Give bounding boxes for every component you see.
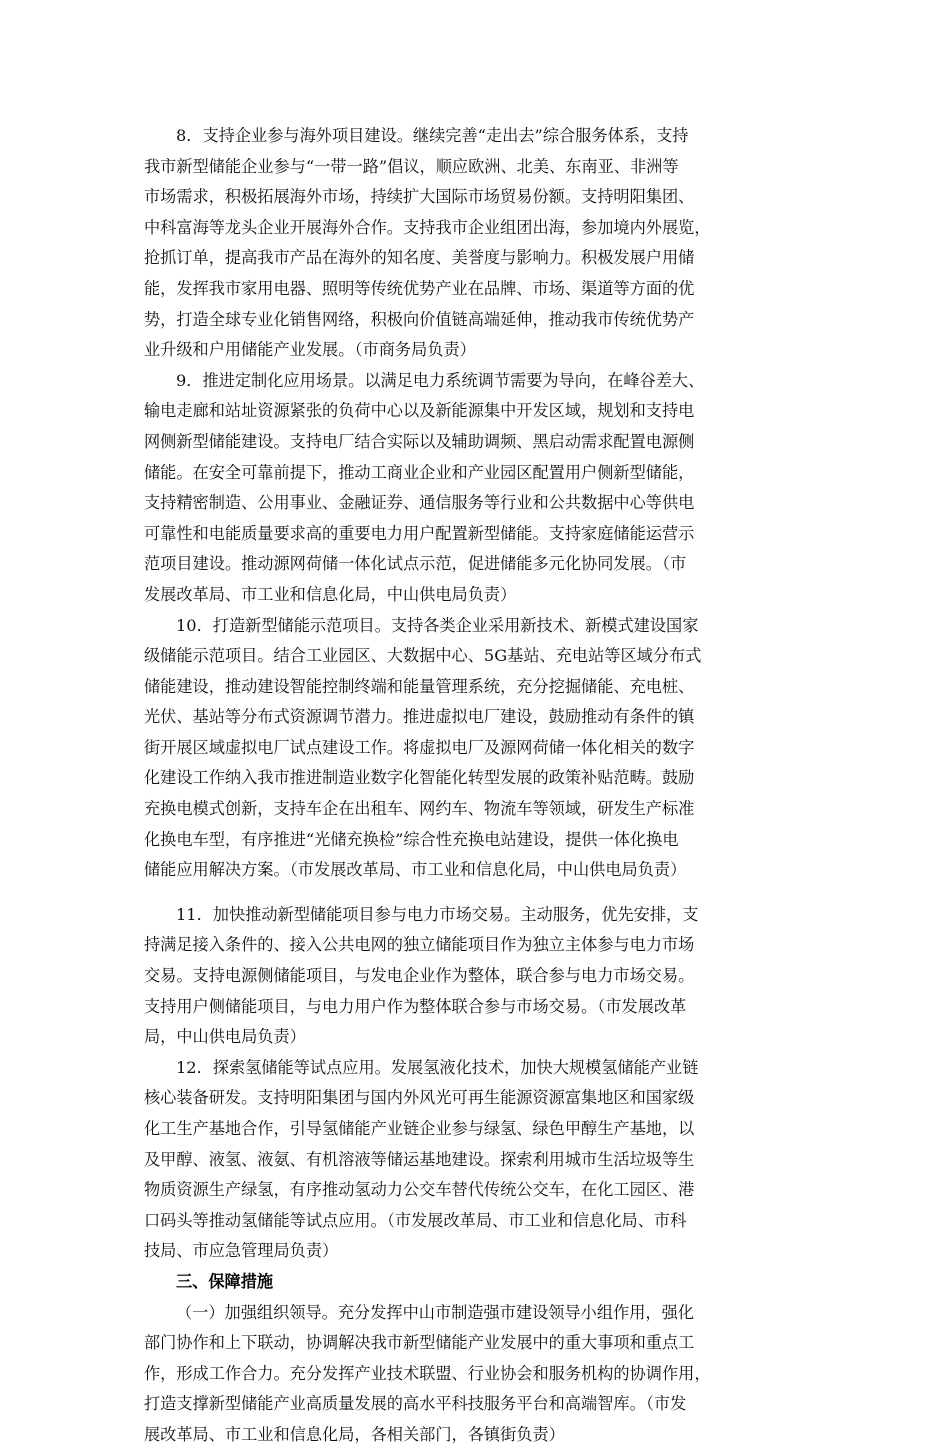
- text-line: 11．加快推动新型储能项目参与电力市场交易。主动服务，优先安排，支: [176, 904, 699, 924]
- text-line: 核心装备研发。支持明阳集团与国内外风光可再生能源资源富集地区和国家级: [144, 1088, 695, 1108]
- paragraph-item-12: [144, 1053, 806, 1267]
- text-line: 化建设工作纳入我市推进制造业数字化智能化转型发展的政策补贴范畴。鼓励: [144, 768, 695, 788]
- paragraph-item-8: [144, 121, 806, 366]
- text-line: 12．探索氢储能等试点应用。发展氢液化技术，加快大规模氢储能产业链: [176, 1057, 699, 1077]
- text-line: 业升级和户用储能产业发展。（市商务局负责）: [144, 340, 476, 360]
- text-line: 作，形成工作合力。充分发挥产业技术联盟、行业协会和服务机构的协调作用，: [144, 1363, 711, 1383]
- text-line: 技局、市应急管理局负责）: [144, 1241, 339, 1261]
- text-line: 储能。在安全可靠前提下，推动工商业企业和产业园区配置用户侧新型储能，: [144, 462, 695, 482]
- text-line: 能，发挥我市家用电器、照明等传统优势产业在品牌、市场、渠道等方面的优: [144, 278, 695, 298]
- paragraph-organization: [144, 1298, 806, 1451]
- paragraph-item-9: [144, 366, 806, 611]
- text-line: 打造支撑新型储能产业高质量发展的高水平科技服务平台和高端智库。（市发: [144, 1394, 687, 1414]
- text-line: 口码头等推动氢储能等试点应用。（市发展改革局、市工业和信息化局、市科: [144, 1210, 687, 1230]
- section-heading: 三、保障措施: [176, 1271, 274, 1291]
- text-line: 持满足接入条件的、接入公共电网的独立储能项目作为独立主体参与电力市场: [144, 935, 695, 955]
- text-line: 可靠性和电能质量要求高的重要电力用户配置新型储能。支持家庭储能运营示: [144, 523, 695, 543]
- text-line: 级储能示范项目。结合工业园区、大数据中心、5G基站、充电站等区域分布式: [144, 646, 702, 666]
- text-line: 9．推进定制化应用场景。以满足电力系统调节需要为导向，在峰谷差大、: [176, 370, 705, 390]
- paragraph-item-11: [144, 900, 806, 1053]
- text-line: （一）加强组织领导。充分发挥中山市制造强市建设领导小组作用，强化: [176, 1302, 694, 1322]
- text-line: 充换电模式创新，支持车企在出租车、网约车、物流车等领域，研发生产标准: [144, 799, 695, 819]
- text-line: 势，打造全球专业化销售网络，积极向价值链高端延伸，推动我市传统优势产: [144, 309, 695, 329]
- text-line: 8．支持企业参与海外项目建设。继续完善“走出去”综合服务体系，支持: [176, 126, 689, 145]
- text-line: 范项目建设。推动源网荷储一体化试点示范，促进储能多元化协同发展。（市: [144, 554, 687, 574]
- text-line: 化工生产基地合作，引导氢储能产业链企业参与绿氢、绿色甲醇生产基地，以: [144, 1119, 695, 1138]
- text-line: 10．打造新型储能示范项目。支持各类企业采用新技术、新模式建设国家: [176, 615, 699, 635]
- paragraph-item-10: [144, 611, 806, 886]
- text-line: 物质资源生产绿氢，有序推动氢动力公交车替代传统公交车，在化工园区、港: [144, 1180, 695, 1200]
- text-line: 光伏、基站等分布式资源调节潜力。推进虚拟电厂建设，鼓励推动有条件的镇: [144, 707, 695, 727]
- text-line: 中科富海等龙头企业开展海外合作。支持我市企业组团出海，参加境内外展览，: [144, 217, 711, 237]
- text-line: 我市新型储能企业参与“一带一路”倡议，顺应欧洲、北美、东南亚、非洲等: [144, 156, 679, 176]
- text-line: 市场需求，积极拓展海外市场，持续扩大国际市场贸易份额。支持明阳集团、: [144, 187, 695, 207]
- text-line: 输电走廊和站址资源紧张的负荷中心以及新能源集中开发区域，规划和支持电: [144, 401, 695, 421]
- text-line: 支持精密制造、公用事业、金融证券、通信服务等行业和公共数据中心等供电: [144, 493, 695, 513]
- text-line: 化换电车型，有序推进“光储充换检”综合性充换电站建设，提供一体化换电: [144, 829, 679, 849]
- text-line: 部门协作和上下联动，协调解决我市新型储能产业发展中的重大事项和重点工: [144, 1333, 695, 1353]
- text-line: 抢抓订单，提高我市产品在海外的知名度、美誉度与影响力。积极发展户用储: [144, 248, 695, 268]
- text-line: 展改革局、市工业和信息化局，各相关部门，各镇街负责）: [144, 1424, 565, 1444]
- text-line: 支持用户侧储能项目，与电力用户作为整体联合参与市场交易。（市发展改革: [144, 996, 687, 1016]
- text-line: 及甲醇、液氢、液氨、有机溶液等储运基地建设。探索利用城市生活垃圾等生: [144, 1149, 695, 1169]
- text-line: 局，中山供电局负责）: [144, 1027, 306, 1047]
- text-line: 街开展区域虚拟电厂试点建设工作。将虚拟电厂及源网荷储一体化相关的数字: [144, 737, 695, 757]
- text-line: 储能应用解决方案。（市发展改革局、市工业和信息化局，中山供电局负责）: [144, 860, 687, 880]
- text-line: 发展改革局、市工业和信息化局，中山供电局负责）: [144, 584, 517, 604]
- text-line: 储能建设，推动建设智能控制终端和能量管理系统，充分挖掘储能、充电桩、: [144, 676, 695, 696]
- text-line: 网侧新型储能建设。支持电厂结合实际以及辅助调频、黑启动需求配置电源侧: [144, 431, 695, 451]
- text-line: 交易。支持电源侧储能项目，与发电企业作为整体，联合参与电力市场交易。: [144, 966, 695, 986]
- document-page: [144, 121, 806, 1451]
